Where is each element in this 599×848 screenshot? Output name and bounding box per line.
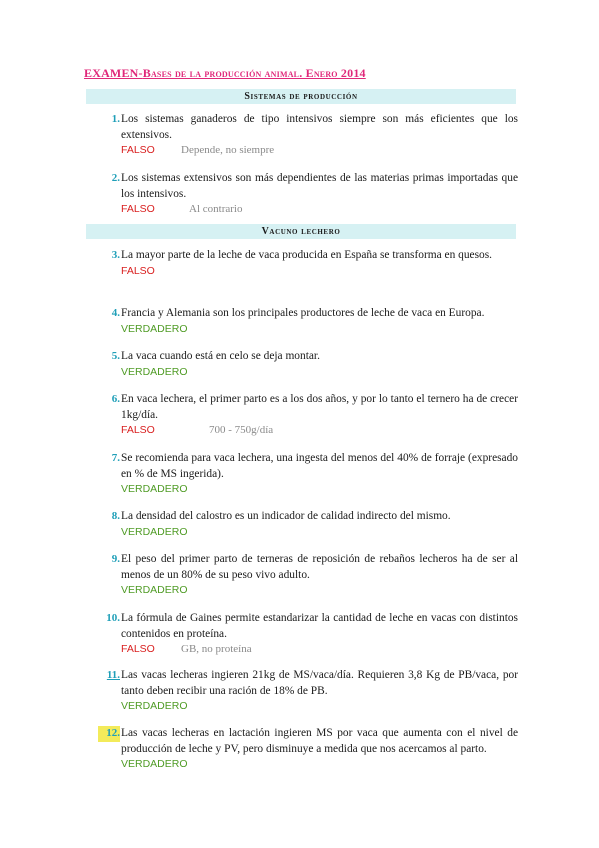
answer-row: [121, 757, 518, 773]
answer-verdict: VERDADERO: [121, 758, 188, 771]
question-10: [98, 611, 518, 658]
question-text: Francia y Alemania son los principales productores de leche de vaca en Europa.: [121, 307, 485, 319]
answer-note: Depende, no siempre: [181, 144, 275, 157]
answer-verdict: VERDADERO: [121, 483, 188, 496]
answer-row: [121, 583, 518, 599]
answer-verdict: VERDADERO: [121, 322, 188, 335]
question-12: [98, 726, 518, 773]
section-header-sistemas: Sistemas de producción: [86, 89, 516, 104]
answer-note: 700 - 750g/día: [209, 424, 274, 437]
answer-row: [121, 143, 518, 159]
answer-verdict: VERDADERO: [121, 584, 188, 597]
question-number: 6.: [111, 393, 120, 405]
question-1: [98, 112, 518, 159]
question-7: [98, 451, 518, 498]
question-number: 7.: [111, 452, 120, 464]
answer-row: [121, 642, 518, 658]
question-number: 12.: [98, 726, 120, 742]
answer-verdict: FALSO: [121, 203, 155, 216]
answer-verdict: FALSO: [121, 144, 155, 157]
question-text: La mayor parte de la leche de vaca producida en España se transforma en quesos.: [121, 249, 492, 261]
answer-verdict: FALSO: [121, 424, 155, 437]
question-number: 4.: [111, 307, 120, 319]
question-3: [98, 248, 518, 280]
question-6: [98, 392, 518, 439]
question-number: 10.: [106, 612, 120, 624]
answer-row: [121, 365, 518, 381]
answer-row: [121, 423, 518, 439]
answer-row: [121, 699, 518, 715]
answer-row: [121, 525, 518, 541]
question-number: 1.: [111, 113, 120, 125]
answer-row: [121, 202, 518, 218]
answer-verdict: VERDADERO: [121, 365, 188, 378]
answer-row: [121, 264, 518, 280]
question-9: [98, 552, 518, 599]
question-text: Los sistemas ganaderos de tipo intensivos siempre son más eficientes que los extensivos.: [121, 113, 518, 141]
answer-verdict: VERDADERO: [121, 700, 188, 713]
question-text: Los sistemas extensivos son más dependientes de las materias primas importadas que los intensivos.: [121, 172, 518, 200]
question-text: En vaca lechera, el primer parto es a los dos años, y por lo tanto el ternero ha de crecer 1kg/día.: [121, 393, 518, 421]
question-number: 9.: [111, 553, 120, 565]
question-4: [98, 306, 518, 338]
exam-title-main: EXAMEN-: [84, 66, 143, 80]
question-11: [98, 668, 518, 715]
question-number: 11.: [106, 669, 120, 681]
question-text: La fórmula de Gaines permite estandarizar la cantidad de leche en vacas con distintos contenidos en proteína.: [121, 612, 518, 640]
question-number: 3.: [111, 249, 120, 261]
question-8: [98, 509, 518, 541]
answer-verdict: FALSO: [121, 264, 155, 277]
question-text: El peso del primer parto de terneras de reposición de rebaños lecheros ha de ser al menos de un 80% de su peso vivo adulto.: [121, 553, 518, 581]
question-number: 8.: [111, 510, 120, 522]
question-text: La vaca cuando está en celo se deja montar.: [121, 350, 320, 362]
answer-verdict: FALSO: [121, 643, 155, 656]
question-text: Las vacas lecheras en lactación ingieren MS por vaca que aumenta con el nivel de producción de leche y PV, pero disminuye a medida que nos acercamos al parto.: [121, 727, 518, 755]
exam-title: [84, 66, 366, 81]
question-number: 5.: [111, 350, 120, 362]
question-text: Las vacas lecheras ingieren 21kg de MS/vaca/día. Requieren 3,8 Kg de PB/vaca, por tanto deben recibir una ración de 18% de PB.: [121, 669, 518, 697]
answer-row: [121, 322, 518, 338]
exam-title-rest: Bases de la producción animal. Enero 2014: [142, 66, 366, 80]
question-text: La densidad del calostro es un indicador de calidad indirecto del mismo.: [121, 510, 451, 522]
section-header-vacuno: Vacuno lechero: [86, 224, 516, 239]
answer-verdict: VERDADERO: [121, 525, 188, 538]
question-2: [98, 171, 518, 218]
question-5: [98, 349, 518, 381]
answer-row: [121, 482, 518, 498]
answer-note: GB, no proteína: [181, 643, 252, 656]
question-number: 2.: [111, 172, 120, 184]
question-text: Se recomienda para vaca lechera, una ingesta del menos del 40% de forraje (expresado en % de MS ingerida).: [121, 452, 518, 480]
answer-note: Al contrario: [189, 203, 243, 216]
